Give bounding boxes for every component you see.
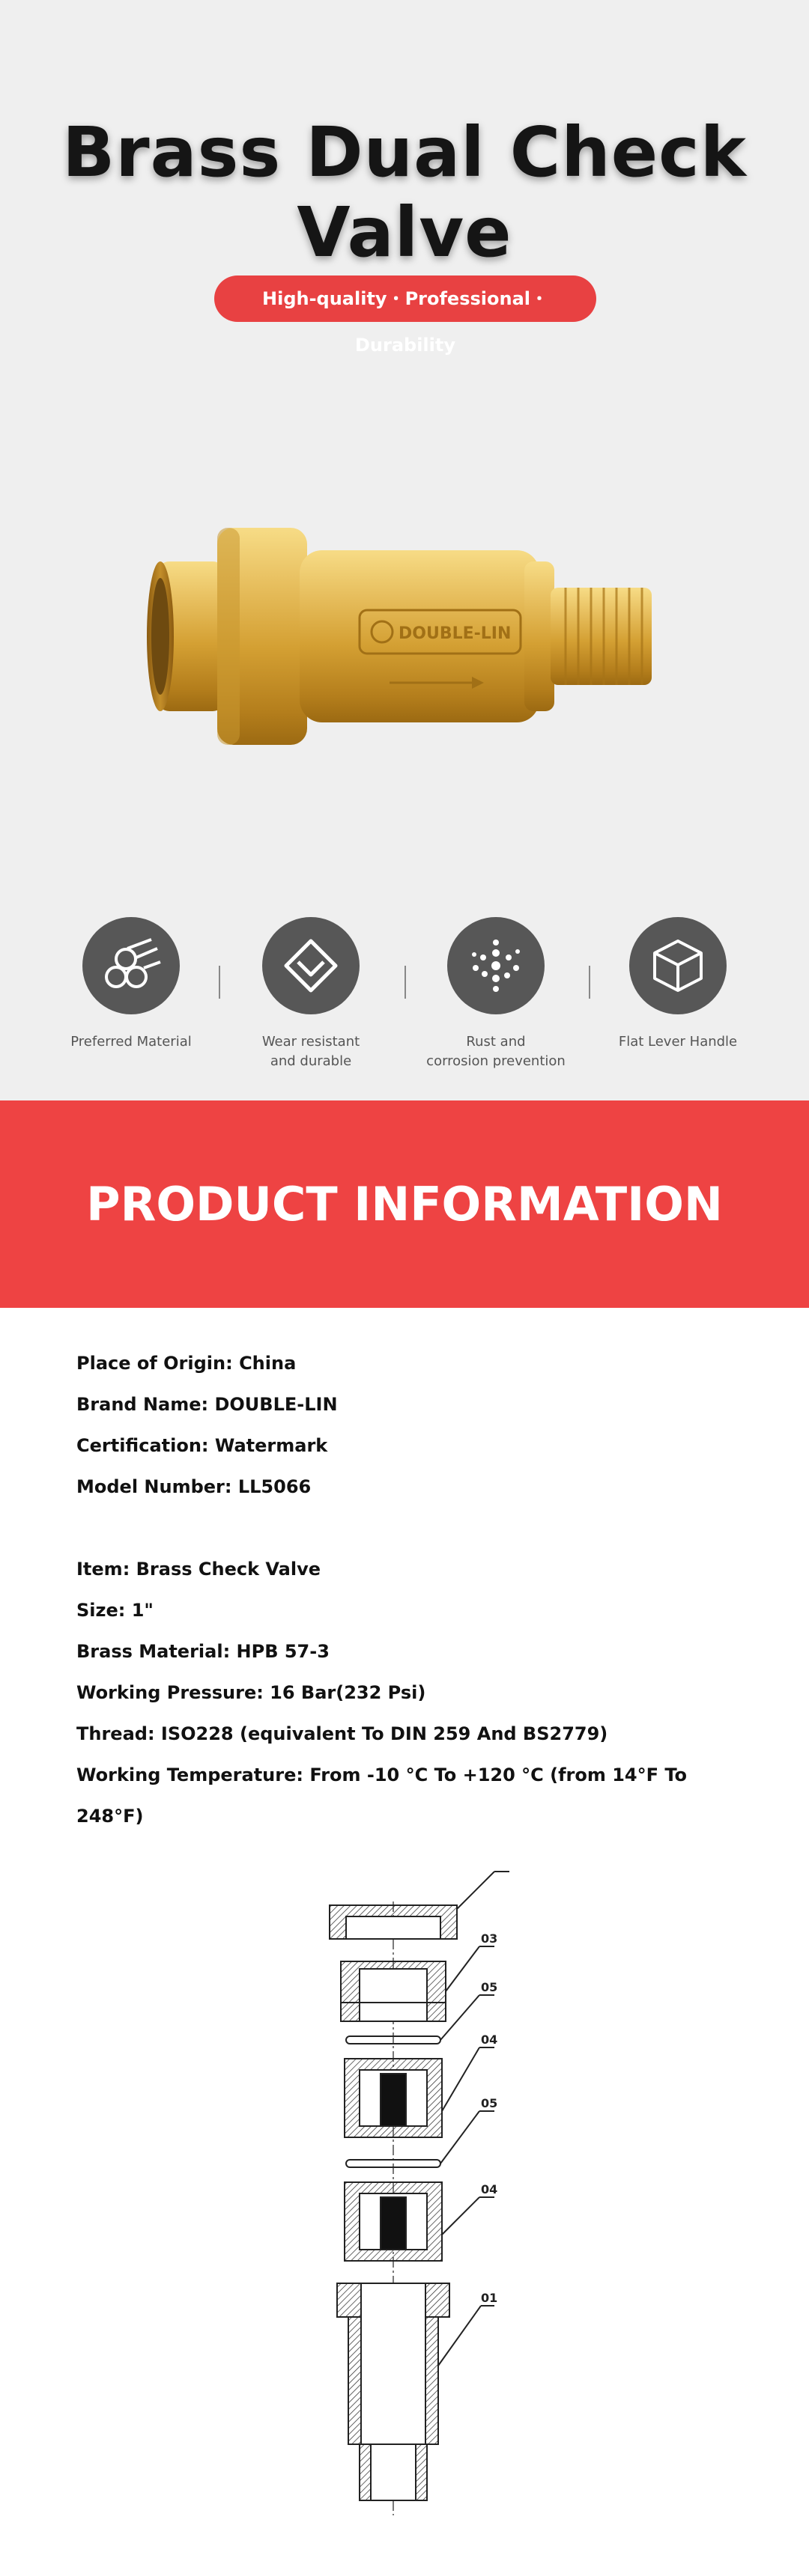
info-pressure: Working Pressure: 16 Bar(232 Psi) xyxy=(76,1682,426,1703)
exploded-technical-drawing xyxy=(285,1857,532,2515)
feature-flat-lever xyxy=(588,917,768,1052)
feature-label: Flat Lever Handle xyxy=(618,1034,738,1050)
pipes-icon xyxy=(82,917,180,1014)
feature-rust-prevention xyxy=(406,917,586,1071)
info-material: Brass Material: HPB 57-3 xyxy=(76,1641,330,1662)
part-label: 04 xyxy=(481,2033,498,2047)
info-certification: Certification: Watermark xyxy=(76,1435,328,1456)
feature-wear-resistant xyxy=(221,917,401,1071)
page-title: Brass Dual Check Valve xyxy=(62,112,747,272)
part-label: 04 xyxy=(481,2182,498,2196)
info-origin: Place of Origin: China xyxy=(76,1353,297,1374)
feature-label: Preferred Material xyxy=(70,1034,192,1050)
feature-label: Wear resistant and durable xyxy=(261,1034,360,1069)
tagline-badge: High-quality・Professional・Durability xyxy=(214,275,596,322)
info-brand: Brand Name: DOUBLE-LIN xyxy=(76,1394,338,1415)
info-size: Size: 1" xyxy=(76,1600,154,1621)
corrosion-icon xyxy=(447,917,545,1014)
part-label: 01 xyxy=(481,2291,498,2305)
valve-engraving: DOUBLE-LIN xyxy=(399,624,512,643)
info-item: Item: Brass Check Valve xyxy=(76,1559,321,1580)
cube-icon xyxy=(629,917,727,1014)
feature-preferred-material xyxy=(41,917,221,1052)
info-model: Model Number: LL5066 xyxy=(76,1476,312,1497)
part-label: 05 xyxy=(481,1980,498,1994)
product-info-list xyxy=(76,1343,751,1827)
feature-icons xyxy=(0,917,809,1067)
valve-product-image xyxy=(135,509,674,779)
diamond-icon xyxy=(262,917,360,1014)
feature-label: Rust and corrosion prevention xyxy=(426,1034,566,1069)
part-label: 03 xyxy=(481,1931,498,1946)
product-information-banner: PRODUCT INFORMATION xyxy=(0,1100,809,1308)
hero-section xyxy=(0,0,809,1100)
part-label: 05 xyxy=(481,2096,498,2110)
divider xyxy=(219,966,220,999)
info-thread: Thread: ISO228 (equivalent To DIN 259 And BS2779) xyxy=(76,1723,608,1744)
info-temperature: Working Temperature: From -10 °C To +120 °C (from 14°F To 248°F) xyxy=(76,1764,688,1827)
